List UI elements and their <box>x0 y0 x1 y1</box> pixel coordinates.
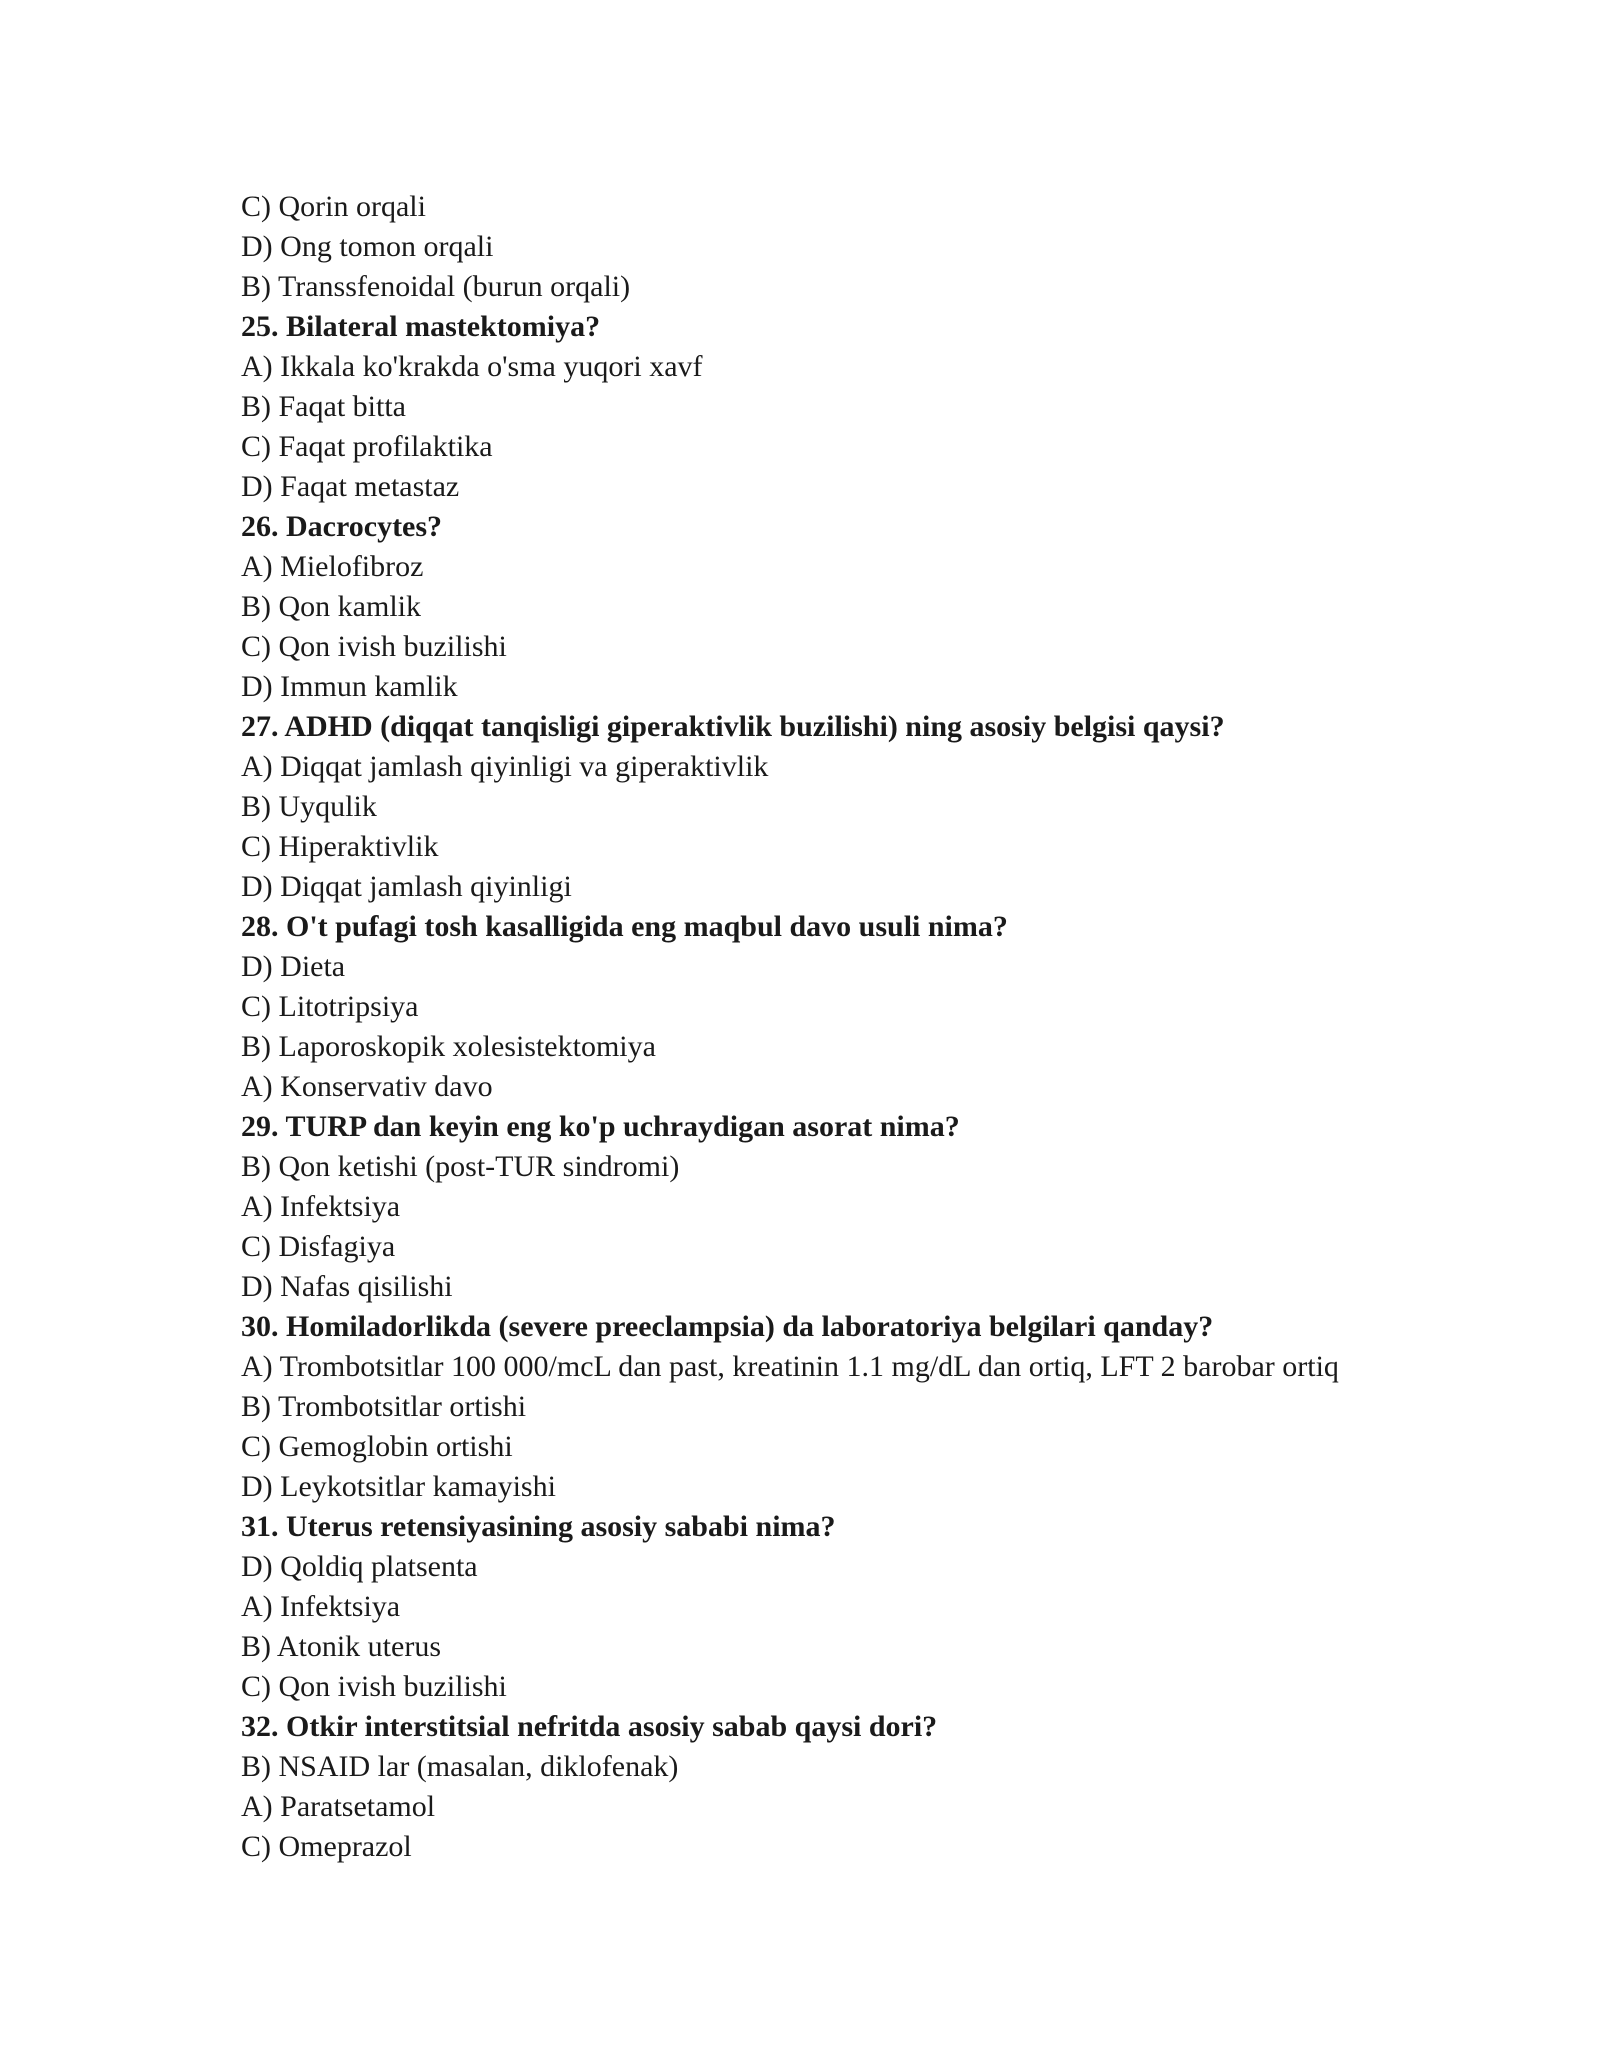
question-heading: 25. Bilateral mastektomiya? <box>241 310 601 343</box>
question-heading: 26. Dacrocytes? <box>241 510 443 543</box>
answer-option: B) Laporoskopik xolesistektomiya <box>241 1030 656 1063</box>
answer-option: A) Mielofibroz <box>241 550 424 583</box>
answer-option: C) Omeprazol <box>241 1830 412 1863</box>
answer-option: A) Infektsiya <box>241 1190 401 1223</box>
answer-option: A) Infektsiya <box>241 1590 401 1623</box>
answer-option: D) Ong tomon orqali <box>241 230 494 263</box>
question-heading: 32. Otkir interstitsial nefritda asosiy sabab qaysi dori? <box>241 1710 938 1743</box>
answer-option: C) Disfagiya <box>241 1230 396 1263</box>
answer-option: A) Paratsetamol <box>241 1790 436 1823</box>
question-heading: 29. TURP dan keyin eng ko'p uchraydigan asorat nima? <box>241 1110 960 1143</box>
answer-option: C) Qon ivish buzilishi <box>241 630 507 663</box>
answer-option: B) Trombotsitlar ortishi <box>241 1390 527 1423</box>
answer-option: D) Leykotsitlar kamayishi <box>241 1470 556 1503</box>
answer-option: D) Dieta <box>241 950 346 983</box>
answer-option: C) Qorin orqali <box>241 190 426 223</box>
answer-option: D) Diqqat jamlash qiyinligi <box>241 870 572 903</box>
answer-option: B) Qon ketishi (post-TUR sindromi) <box>241 1150 680 1183</box>
answer-option: D) Immun kamlik <box>241 670 458 703</box>
answer-option: C) Faqat profilaktika <box>241 430 493 463</box>
answer-option: C) Hiperaktivlik <box>241 830 439 863</box>
answer-option: A) Ikkala ko'krakda o'sma yuqori xavf <box>241 350 703 383</box>
answer-option: D) Nafas qisilishi <box>241 1270 453 1303</box>
answer-option: B) NSAID lar (masalan, diklofenak) <box>241 1750 679 1783</box>
answer-option: D) Faqat metastaz <box>241 470 460 503</box>
question-heading: 28. O't pufagi tosh kasalligida eng maqbul davo usuli nima? <box>241 910 1008 943</box>
answer-option: B) Transsfenoidal (burun orqali) <box>241 270 631 303</box>
answer-option: A) Trombotsitlar 100 000/mcL dan past, kreatinin 1.1 mg/dL dan ortiq, LFT 2 barobar ortiq <box>241 1350 1339 1383</box>
answer-option: A) Diqqat jamlash qiyinligi va giperaktivlik <box>241 750 769 783</box>
answer-option: D) Qoldiq platsenta <box>241 1550 478 1583</box>
question-heading: 27. ADHD (diqqat tanqisligi giperaktivlik buzilishi) ning asosiy belgisi qaysi? <box>241 710 1225 743</box>
answer-option: B) Uyqulik <box>241 790 377 823</box>
answer-option: C) Qon ivish buzilishi <box>241 1670 507 1703</box>
quiz-text-body <box>241 187 1541 1867</box>
answer-option: B) Atonik uterus <box>241 1630 441 1663</box>
answer-option: B) Faqat bitta <box>241 390 406 423</box>
question-heading: 30. Homiladorlikda (severe preeclampsia) da laboratoriya belgilari qanday? <box>241 1310 1214 1343</box>
question-heading: 31. Uterus retensiyasining asosiy sababi nima? <box>241 1510 836 1543</box>
answer-option: C) Litotripsiya <box>241 990 419 1023</box>
answer-option: A) Konservativ davo <box>241 1070 493 1103</box>
answer-option: B) Qon kamlik <box>241 590 421 623</box>
answer-option: C) Gemoglobin ortishi <box>241 1430 513 1463</box>
